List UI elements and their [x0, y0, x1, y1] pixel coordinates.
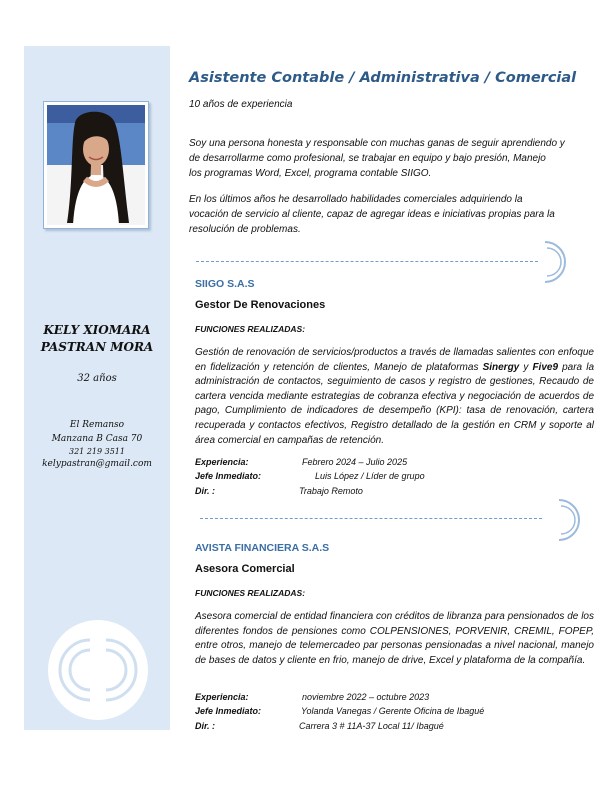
candidate-name-first: KELY XIOMARA [43, 323, 151, 337]
address-value: Carrera 3 # 11A-37 Local 11/ Ibagué [299, 721, 444, 731]
profile-p1-line-3: los programas Word, Excel, programa contable SIIGO. [189, 168, 432, 179]
experience-value: Febrero 2024 – Julio 2025 [302, 457, 408, 467]
company-name-avista: AVISTA FINANCIERA S.A.S [195, 542, 330, 554]
section-divider [196, 261, 538, 262]
profile-p1-line-2: de desarrollarme como profesional, se trabajar en equipo y bajo presión, Manejo [189, 153, 546, 164]
section-divider [200, 518, 542, 519]
candidate-age: 32 años [77, 373, 117, 384]
profile-paragraph-1 [189, 136, 589, 181]
functions-label: FUNCIONES REALIZADAS: [195, 324, 306, 334]
divider-arc-icon [543, 240, 567, 284]
divider-arc-icon [557, 498, 581, 542]
profile-p2-line-2: vocación de servicio al cliente, capaz de agregar ideas e iniciativas propias para la [189, 209, 555, 220]
address-label: Dir. : [195, 486, 216, 496]
address-line-1: El Remanso [69, 420, 125, 430]
logo-emblem-icon [48, 620, 148, 720]
company-name-siigo: SIIGO S.A.S [195, 278, 255, 290]
profile-p2-line-1: En los últimos años he desarrollado habilidades comerciales adquiriendo la [189, 194, 523, 205]
address-value: Trabajo Remoto [299, 486, 363, 496]
desc-part-2: y [519, 361, 533, 373]
job-role-siigo: Gestor De Renovaciones [195, 299, 326, 311]
boss-label: Jefe Inmediato: [195, 471, 262, 481]
profile-photo [43, 101, 149, 229]
boss-value: Luis López / Líder de grupo [315, 471, 425, 481]
functions-label: FUNCIONES REALIZADAS: [195, 588, 306, 598]
desc-part-3: para la administración de contactos, seguimiento de casos y registro de gestiones, Recaudo de cartera vencida mediante estrategias de cobranza efectiva y negociación de acuerdos de pago, Cumplimiento de indicadores de desempeño (KPI): tasa de renovación, cartera recuperada y contactos efectivos, Registro detallado de la gestión en CRM y soporte al área comercial en campañas de retención. [195, 361, 595, 446]
profile-paragraph-2 [189, 192, 589, 237]
desc-bold-sinergy: Sinergy [482, 361, 520, 373]
candidate-name-last: PASTRAN MORA [40, 340, 154, 354]
job-title-heading: Asistente Contable / Administrativa / Comercial [189, 70, 577, 86]
years-experience: 10 años de experiencia [189, 99, 293, 110]
job-description-siigo [195, 346, 594, 448]
address-label: Dir. : [195, 721, 216, 731]
profile-p2-line-3: resolución de problemas. [189, 224, 301, 235]
desc-bold-five9: Five9 [532, 361, 559, 373]
address-line-2: Manzana B Casa 70 [51, 434, 143, 444]
phone-number: 321 219 3511 [69, 447, 125, 456]
boss-label: Jefe Inmediato: [195, 706, 262, 716]
desc-part-1: Gestión de renovación de servicios/productos a través de llamadas salientes con enfoque en fidelización y retención de clientes, Manejo de plataformas [195, 347, 594, 373]
job-description-avista: Asesora comercial de entidad financiera con créditos de libranza para pensionados de los diferentes fondos de pensiones como COLPENSIONES, PORVENIR, CREMIL, FOPEP, entre otros, manejo de telemercadeo par personas pensionadas a nivel nacional, manejo de bases de datos y cliente en frio, manejo de drive, Excel y plataforma de la compañía. [195, 611, 594, 666]
experience-value: noviembre 2022 – octubre 2023 [302, 692, 430, 702]
email-address: kelypastran@gmail.com [42, 459, 152, 469]
profile-p1-line-1: Soy una persona honesta y responsable con muchas ganas de seguir aprendiendo y [189, 138, 565, 149]
profile-photo-image [47, 105, 145, 225]
experience-label: Experiencia: [195, 692, 249, 702]
experience-label: Experiencia: [195, 457, 249, 467]
boss-value: Yolanda Vanegas / Gerente Oficina de Ibagué [301, 706, 485, 716]
job-role-avista: Asesora Comercial [195, 563, 295, 575]
